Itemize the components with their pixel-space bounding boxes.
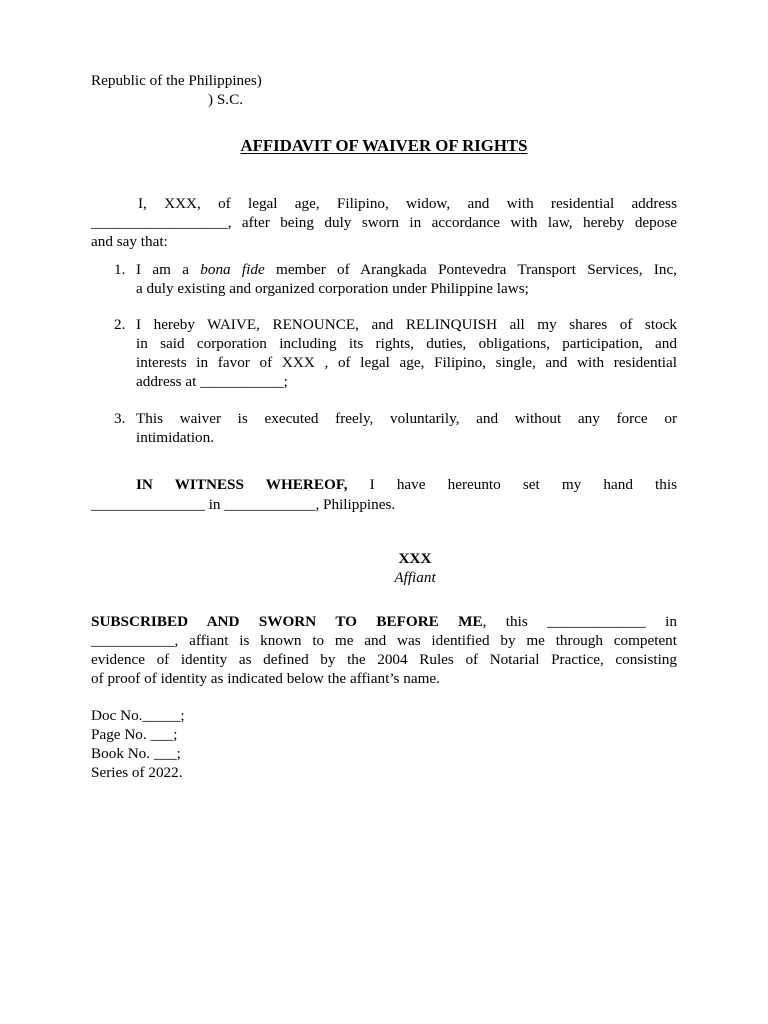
witness-line-2: _______________ in ____________, Philippines.: [91, 496, 396, 513]
item-2-line-4: address at ___________;: [136, 373, 288, 390]
venue-sc: ) S.C.: [208, 91, 244, 108]
doc-no: Doc No._____;: [91, 707, 185, 724]
affiant-label: Affiant: [394, 569, 436, 586]
document-title: AFFIDAVIT OF WAIVER OF RIGHTS: [240, 136, 528, 155]
item-1-line-1: I am a bona fide member of Arangkada Pontevedra Transport Services, Inc,: [136, 261, 677, 278]
item-2-line-2: in said corporation including its rights, duties, obligations, participation, and: [136, 335, 677, 352]
witness-bold: IN WITNESS WHEREOF,: [136, 476, 348, 493]
series: Series of 2022.: [91, 764, 183, 781]
item-3-line-1: This waiver is executed freely, voluntarily, and without any force or: [136, 410, 677, 427]
witness-line-1: IN WITNESS WHEREOF, I have hereunto set my hand this: [136, 476, 677, 493]
book-no: Book No. ___;: [91, 745, 181, 762]
jurat-line-1: SUBSCRIBED AND SWORN TO BEFORE ME, this _____________ in: [91, 613, 677, 630]
item-3-number: 3.: [114, 410, 126, 427]
item-2-line-3: interests in favor of XXX , of legal age, Filipino, single, and with residential: [136, 354, 677, 371]
jurat-line-4: of proof of identity as indicated below the affiant’s name.: [91, 670, 440, 687]
item-2-number: 2.: [114, 316, 126, 333]
intro-line-1: I, XXX, of legal age, Filipino, widow, and with residential address: [138, 195, 677, 212]
intro-line-2: __________________, after being duly sworn in accordance with law, hereby depose: [91, 214, 677, 231]
jurat-line-2: ___________, affiant is known to me and was identified by me through competent: [91, 632, 677, 649]
item-2-line-1: I hereby WAIVE, RENOUNCE, and RELINQUISH all my shares of stock: [136, 316, 677, 333]
item-1-line-2: a duly existing and organized corporation under Philippine laws;: [136, 280, 529, 297]
intro-line-3: and say that:: [91, 233, 168, 250]
affiant-name: XXX: [398, 550, 432, 567]
jurat-line-3: evidence of identity as defined by the 2004 Rules of Notarial Practice, consisting: [91, 651, 677, 668]
item-1-number: 1.: [114, 261, 126, 278]
jurat-bold: SUBSCRIBED AND SWORN TO BEFORE ME: [91, 613, 483, 630]
page-no: Page No. ___;: [91, 726, 178, 743]
item-3-line-2: intimidation.: [136, 429, 215, 446]
bona-fide-italic: bona fide: [200, 261, 265, 278]
venue-republic: Republic of the Philippines): [91, 72, 262, 89]
